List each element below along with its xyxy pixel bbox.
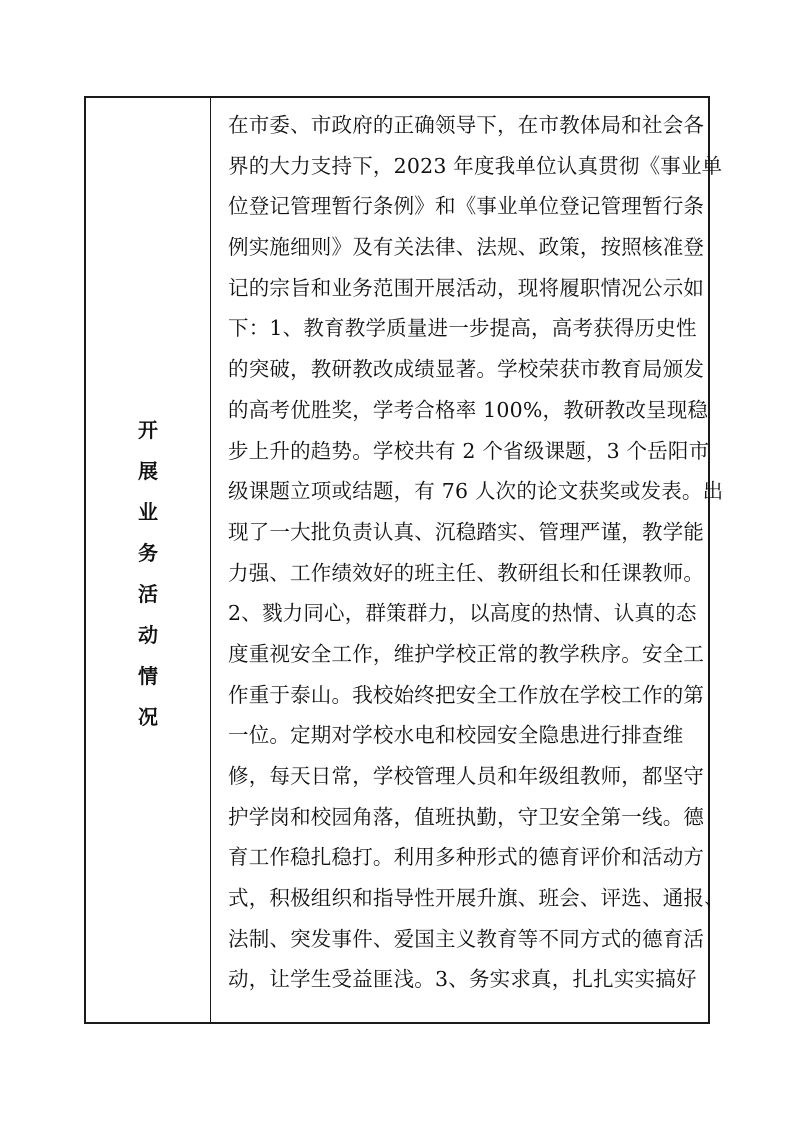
row-label-char: 业 <box>138 500 158 524</box>
content-line: 式，积极组织和指导性开展升旗、班会、评选、通报、 <box>228 886 725 911</box>
row-label <box>86 410 210 738</box>
row-label-char: 况 <box>138 705 158 729</box>
content-cell <box>228 105 725 1000</box>
content-line: 动，让学生受益匪浅。3、务实求真，扎扎实实搞好 <box>228 967 697 992</box>
content-line: 界的大力支持下，2023 年度我单位认真贯彻《事业单 <box>228 153 723 178</box>
content-line: 级课题立项或结题，有 76 人次的论文获奖或发表。出 <box>228 479 724 504</box>
row-label-cell <box>86 98 210 1022</box>
content-line: 2、戮力同心，群策群力，以高度的热情、认真的态 <box>228 601 697 626</box>
content-line: 例实施细则》及有关法律、法规、政策，按照核准登 <box>228 235 705 260</box>
row-label-char: 情 <box>138 664 158 688</box>
content-line: 护学岗和校园角落，值班执勤，守卫安全第一线。德 <box>228 804 705 829</box>
content-line: 的突破，教研教改成绩显著。学校荣获市教育局颁发 <box>228 357 705 382</box>
content-line: 一位。定期对学校水电和校园安全隐患进行排查维 <box>228 723 684 748</box>
content-line: 育工作稳扎稳打。利用多种形式的德育评价和活动方 <box>228 845 705 870</box>
content-line: 现了一大批负责认真、沉稳踏实、管理严谨，教学能 <box>228 519 705 544</box>
content-line: 位登记管理暂行条例》和《事业单位登记管理暂行条 <box>228 194 705 219</box>
row-label-char: 动 <box>138 623 158 647</box>
content-line: 步上升的趋势。学校共有 2 个省级课题，3 个岳阳市 <box>228 438 710 463</box>
row-label-char: 展 <box>138 459 158 483</box>
row-label-char: 务 <box>138 541 158 565</box>
row-label-char: 活 <box>138 582 158 606</box>
content-line: 作重于泰山。我校始终把安全工作放在学校工作的第 <box>228 682 705 707</box>
activity-table <box>84 96 725 1024</box>
content-line: 在市委、市政府的正确领导下，在市教体局和社会各 <box>228 113 705 137</box>
content-line: 记的宗旨和业务范围开展活动，现将履职情况公示如 <box>228 275 705 300</box>
content-line: 修，每天日常，学校管理人员和年级组教师，都坚守 <box>228 764 705 788</box>
content-line: 力强、工作绩效好的班主任、教研组长和任课教师。 <box>228 560 705 585</box>
column-divider <box>210 98 211 1022</box>
content-line: 度重视安全工作，维护学校正常的教学秩序。安全工 <box>228 641 705 666</box>
row-label-char: 开 <box>138 418 158 442</box>
content-line: 的高考优胜奖，学考合格率 100%，教研教改呈现稳 <box>228 397 709 422</box>
content-line: 下：1、教育教学质量进一步提高，高考获得历史性 <box>228 316 697 341</box>
content-line: 法制、突发事件、爱国主义教育等不同方式的德育活 <box>228 926 705 951</box>
